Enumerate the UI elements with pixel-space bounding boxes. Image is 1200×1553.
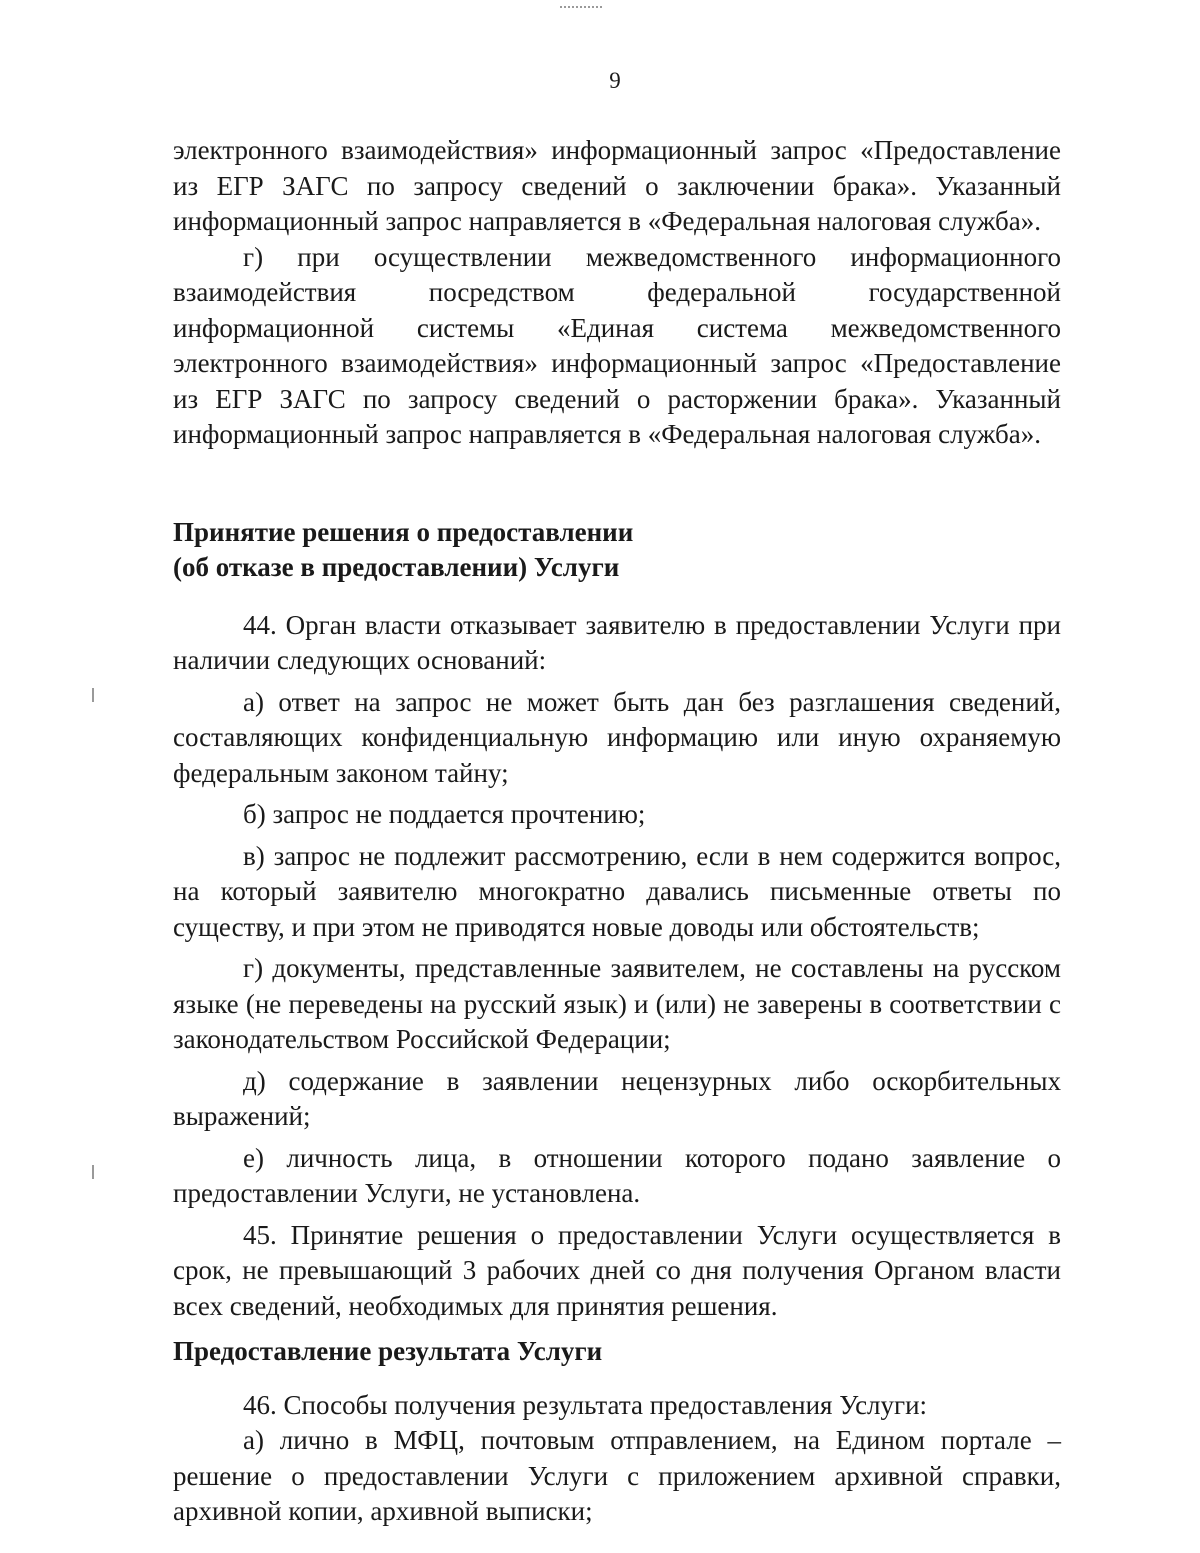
document-body [173,133,1061,1530]
paragraph-44-g: г) документы, представленные заявителем, не составлены на русском языке (не переведены на русский язык) и (или) не заверены в соответствии с законодательством Российской Федерации; [173,953,1061,1054]
paragraph-45: 45. Принятие решения о предоставлении Услуги осуществляется в срок, не превышающий 3 рабочих дней со дня получения Органом власти всех сведений, необходимых для принятия решения. [173,1219,1061,1321]
paragraph-46: 46. Способы получения результата предоставления Услуги: [243,1389,928,1420]
scan-artifact-left-2 [92,1165,94,1179]
heading-line-2: (об отказе в предоставлении) Услуги [173,552,620,582]
paragraph-44-d: д) содержание в заявлении нецензурных либо оскорбительных выражений; [173,1065,1061,1131]
page-number: 9 [609,68,621,93]
paragraph-44: 44. Орган власти отказывает заявителю в предоставлении Услуги при наличии следующих оснований: [173,609,1061,675]
paragraph-continuation: электронного взаимодействия» информационный запрос «Предоставление из ЕГР ЗАГС по запросу сведений о заключении брака». Указанный информационный запрос направляется в «Федеральная налоговая служба». [173,135,1061,236]
paragraph-44-e: е) личность лица, в отношении которого подано заявление о предоставлении Услуги, не установлена. [173,1142,1061,1208]
paragraph-44-a: а) ответ на запрос не может быть дан без разглашения сведений, составляющих конфиденциальную информацию или иную охраняемую федеральным законом тайну; [173,686,1061,788]
scan-artifact-left-1 [92,688,94,702]
heading-line-1: Принятие решения о предоставлении [173,516,634,547]
paragraph-44-b: б) запрос не поддается прочтению; [243,799,646,829]
paragraph-46-a: а) лично в МФЦ, почтовым отправлением, на Едином портале – решение о предоставлении Услуги с приложением архивной справки, архивной копии, архивной выписки; [173,1425,1061,1526]
paragraph-44-v: в) запрос не подлежит рассмотрению, если в нем содержится вопрос, на который заявителю многократно давались письменные ответы по существу, и при этом не приводятся новые доводы или обстоятельств; [173,840,1061,942]
section-heading-result: Предоставление результата Услуги [173,1336,603,1366]
paragraph-item-g: г) при осуществлении межведомственного информационного взаимодействия посредством федеральной государственной информационной системы «Единая система межведомственного электронного взаимодействия» информационный запрос «Предоставление из ЕГР ЗАГС по запросу сведений о расторжении брака». Указанный информационный запрос направляется в «Федеральная налоговая служба». [173,241,1061,449]
scan-artifact-top [560,6,602,10]
section-heading-decision [173,515,1061,586]
